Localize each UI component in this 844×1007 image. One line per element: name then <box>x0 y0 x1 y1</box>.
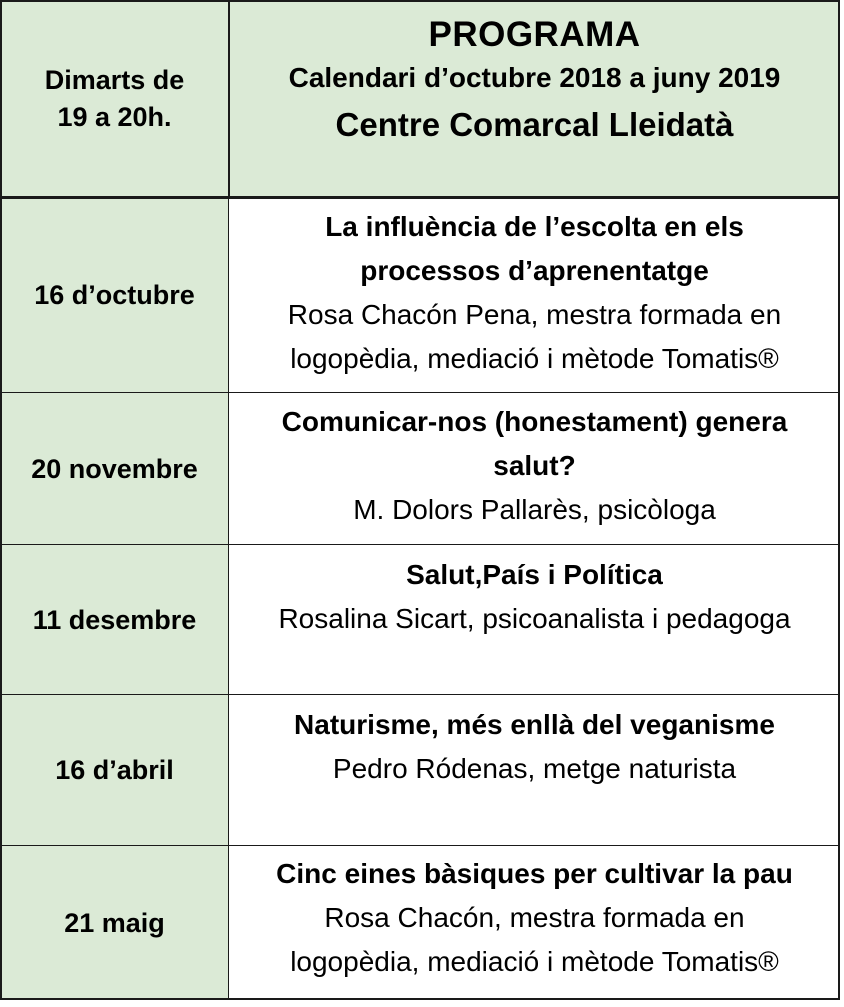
session-title: Salut,País i Política <box>406 559 663 590</box>
session-date <box>0 198 229 393</box>
row-divider <box>0 392 840 393</box>
row-divider <box>0 845 840 846</box>
session-title: Cinc eines bàsiques per cultivar la pau <box>276 858 793 889</box>
row-divider <box>0 544 840 545</box>
session-speaker: Pedro Ródenas, metge naturista <box>332 753 737 784</box>
row-divider <box>0 694 840 695</box>
session-speaker: M. Dolors Pallarès, psicòloga <box>353 494 716 525</box>
session-date <box>0 846 229 1000</box>
session-details <box>229 545 840 695</box>
session-date-text: 16 d’octubre <box>34 280 195 310</box>
session-date <box>0 545 229 695</box>
session-date-text: 20 novembre <box>31 453 198 484</box>
calendar-subtitle: Calendari d’octubre 2018 a juny 2019 <box>288 62 781 93</box>
column-divider <box>228 198 229 1000</box>
session-title: La influència de l’escolta en els processos d’aprenentatge <box>325 211 744 286</box>
session-date-text: 16 d’abril <box>55 755 174 785</box>
venue-name: Centre Comarcal Lleidatà <box>335 106 734 143</box>
border-bottom <box>0 998 840 1000</box>
session-date <box>0 393 229 545</box>
session-details <box>229 393 840 545</box>
border-right <box>838 0 840 1000</box>
session-title: Naturisme, més enllà del veganisme <box>294 709 775 740</box>
session-details <box>229 846 840 1000</box>
border-top <box>0 0 840 2</box>
session-details <box>229 695 840 846</box>
session-speaker: Rosa Chacón Pena, mestra formada en logopèdia, mediació i mètode Tomatis® <box>287 299 782 374</box>
column-divider <box>228 0 230 198</box>
border-left <box>0 0 2 1000</box>
row-divider <box>0 196 840 199</box>
session-date-text: 11 desembre <box>32 604 197 635</box>
session-title: Comunicar-nos (honestament) genera salut? <box>281 406 788 481</box>
session-date-text: 21 maig <box>64 907 165 938</box>
session-details <box>229 198 840 393</box>
session-date <box>0 695 229 846</box>
program-title: PROGRAMA <box>428 15 641 54</box>
session-speaker: Rosa Chacón, mestra formada en logopèdia, mediació i mètode Tomatis® <box>290 902 779 977</box>
schedule-cell <box>0 0 229 198</box>
schedule-text: Dimarts de 19 a 20h. <box>44 65 185 132</box>
header-cell <box>229 0 840 198</box>
session-speaker: Rosalina Sicart, psicoanalista i pedagoga <box>278 603 791 634</box>
